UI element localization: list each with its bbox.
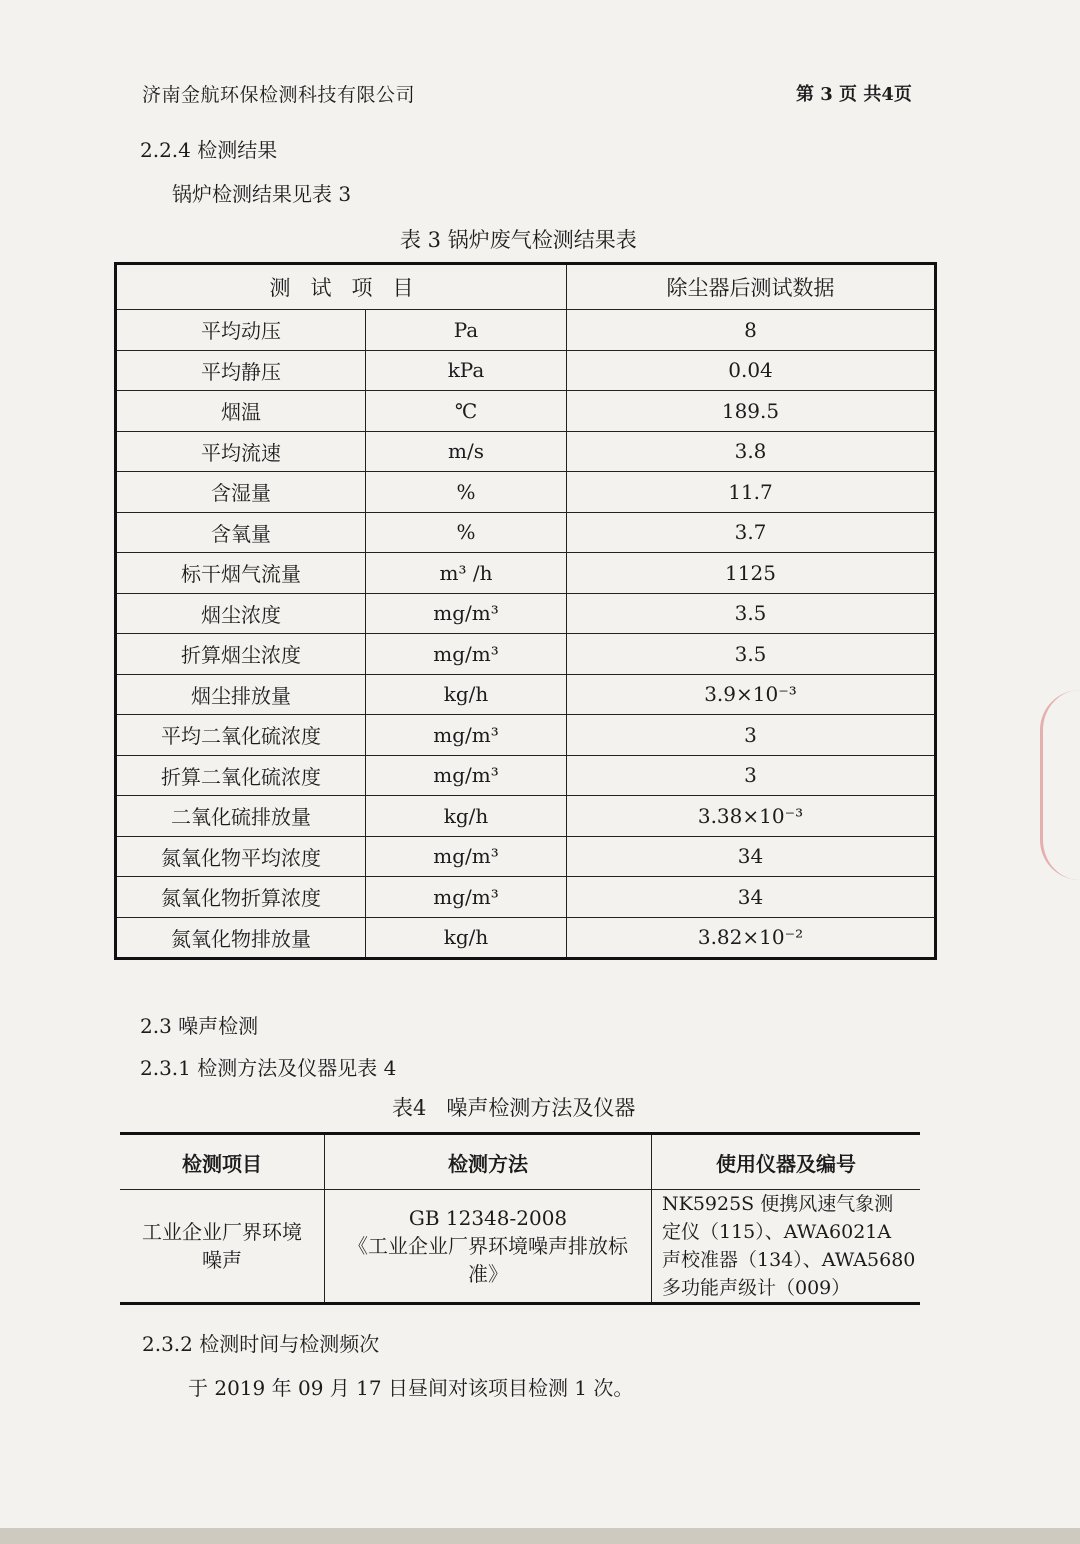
table4-header-row: [120, 1134, 920, 1190]
table3-cell-value: 3: [567, 755, 936, 796]
instrument-line: 定仪（115）、AWA6021A: [662, 1221, 892, 1243]
table4-header-item: 检测项目: [120, 1134, 325, 1190]
table3-cell-unit: mg/m³: [366, 755, 567, 796]
section-intro-2-2-4: 锅炉检测结果见表 3: [172, 182, 352, 206]
item-line: 噪声: [202, 1248, 242, 1272]
table3-cell-value: 34: [567, 836, 936, 877]
table3-cell-item: 折算烟尘浓度: [116, 634, 366, 675]
method-line: 准》: [468, 1262, 508, 1286]
table3-row: [116, 431, 936, 472]
table3-row: [116, 553, 936, 594]
table3-cell-value: 189.5: [567, 391, 936, 432]
item-line: 工业企业厂界环境: [142, 1220, 302, 1244]
table3-row: [116, 350, 936, 391]
section-heading-2-3-2: 2.3.2 检测时间与检测频次: [142, 1332, 380, 1356]
seal-stamp-edge: [1040, 690, 1080, 880]
table3-row: [116, 917, 936, 959]
table4-row: [120, 1190, 920, 1304]
table3-cell-unit: mg/m³: [366, 836, 567, 877]
instrument-line: NK5925S 便携风速气象测: [662, 1193, 894, 1215]
table3-cell-unit: Pa: [366, 310, 567, 351]
company-name: 济南金航环保检测科技有限公司: [142, 84, 416, 106]
section-text-2-3-2: 于 2019 年 09 月 17 日昼间对该项目检测 1 次。: [188, 1376, 634, 1400]
section-heading-2-3: 2.3 噪声检测: [140, 1014, 259, 1038]
boiler-exhaust-results-table: [114, 262, 937, 960]
table3-row: [116, 796, 936, 837]
table4-cell-instrument: [652, 1190, 921, 1304]
table3-cell-unit: kg/h: [366, 917, 567, 959]
table4-cell-method: [325, 1190, 652, 1304]
table4-caption: 表4 噪声检测方法及仪器: [392, 1096, 636, 1120]
table3-cell-value: 0.04: [567, 350, 936, 391]
table3-cell-item: 含氧量: [116, 512, 366, 553]
table3-cell-item: 烟尘浓度: [116, 593, 366, 634]
table3-cell-unit: %: [366, 512, 567, 553]
table4-header-method: 检测方法: [325, 1134, 652, 1190]
method-line: 《工业企业厂界环境噪声排放标: [348, 1234, 628, 1258]
table3-row: [116, 472, 936, 513]
table3-cell-value: 3.7: [567, 512, 936, 553]
table4-cell-item: [120, 1190, 325, 1304]
table3-row: [116, 634, 936, 675]
table3-cell-value: 3.8: [567, 431, 936, 472]
table3-cell-value: 3.9×10⁻³: [567, 674, 936, 715]
table3-row: [116, 715, 936, 756]
section-heading-2-3-1: 2.3.1 检测方法及仪器见表 4: [140, 1056, 397, 1080]
table3-cell-value: 3.82×10⁻²: [567, 917, 936, 959]
table3-cell-value: 11.7: [567, 472, 936, 513]
table3-header-item: 测 试 项 目: [116, 264, 567, 310]
table3-cell-item: 烟温: [116, 391, 366, 432]
table3-row: [116, 877, 936, 918]
table3-row: [116, 512, 936, 553]
noise-method-table: [120, 1132, 920, 1305]
table3-cell-unit: mg/m³: [366, 877, 567, 918]
table3-cell-unit: mg/m³: [366, 593, 567, 634]
table3-cell-item: 平均静压: [116, 350, 366, 391]
table3-cell-value: 1125: [567, 553, 936, 594]
table3-cell-item: 烟尘排放量: [116, 674, 366, 715]
table3-cell-item: 氮氧化物折算浓度: [116, 877, 366, 918]
table3-row: [116, 593, 936, 634]
instrument-line: 多功能声级计（009）: [662, 1277, 851, 1299]
table3-cell-value: 34: [567, 877, 936, 918]
table3-cell-unit: %: [366, 472, 567, 513]
table3-cell-item: 氮氧化物平均浓度: [116, 836, 366, 877]
table3-cell-item: 含湿量: [116, 472, 366, 513]
table3-cell-value: 3.38×10⁻³: [567, 796, 936, 837]
table3-cell-item: 二氧化硫排放量: [116, 796, 366, 837]
table3-cell-item: 平均二氧化硫浓度: [116, 715, 366, 756]
table3-cell-item: 折算二氧化硫浓度: [116, 755, 366, 796]
page-number: 第 3 页 共4页: [796, 84, 912, 105]
table3-cell-unit: kPa: [366, 350, 567, 391]
table3-header-data: 除尘器后测试数据: [567, 264, 936, 310]
table3-cell-value: 3: [567, 715, 936, 756]
table3-cell-unit: m³ /h: [366, 553, 567, 594]
table3-cell-value: 8: [567, 310, 936, 351]
table3-cell-item: 标干烟气流量: [116, 553, 366, 594]
table3-cell-item: 平均动压: [116, 310, 366, 351]
table3-header-row: [116, 264, 936, 310]
table3-cell-unit: mg/m³: [366, 715, 567, 756]
table3-row: [116, 310, 936, 351]
table3-cell-value: 3.5: [567, 593, 936, 634]
table3-cell-item: 平均流速: [116, 431, 366, 472]
table3-cell-unit: ℃: [366, 391, 567, 432]
table3-cell-unit: mg/m³: [366, 634, 567, 675]
table4-header-instrument: 使用仪器及编号: [652, 1134, 921, 1190]
table3-caption: 表 3 锅炉废气检测结果表: [400, 228, 637, 252]
table3-cell-unit: m/s: [366, 431, 567, 472]
instrument-line: 声校准器（134）、AWA5680: [662, 1249, 916, 1271]
table3-row: [116, 836, 936, 877]
table3-cell-unit: kg/h: [366, 796, 567, 837]
table3-row: [116, 674, 936, 715]
table3-cell-value: 3.5: [567, 634, 936, 675]
method-line: GB 12348-2008: [408, 1206, 568, 1230]
section-heading-2-2-4: 2.2.4 检测结果: [140, 138, 278, 162]
table3-cell-unit: kg/h: [366, 674, 567, 715]
table3-cell-item: 氮氧化物排放量: [116, 917, 366, 959]
table3-row: [116, 391, 936, 432]
table3-row: [116, 755, 936, 796]
page-edge-shadow: [0, 1528, 1080, 1544]
